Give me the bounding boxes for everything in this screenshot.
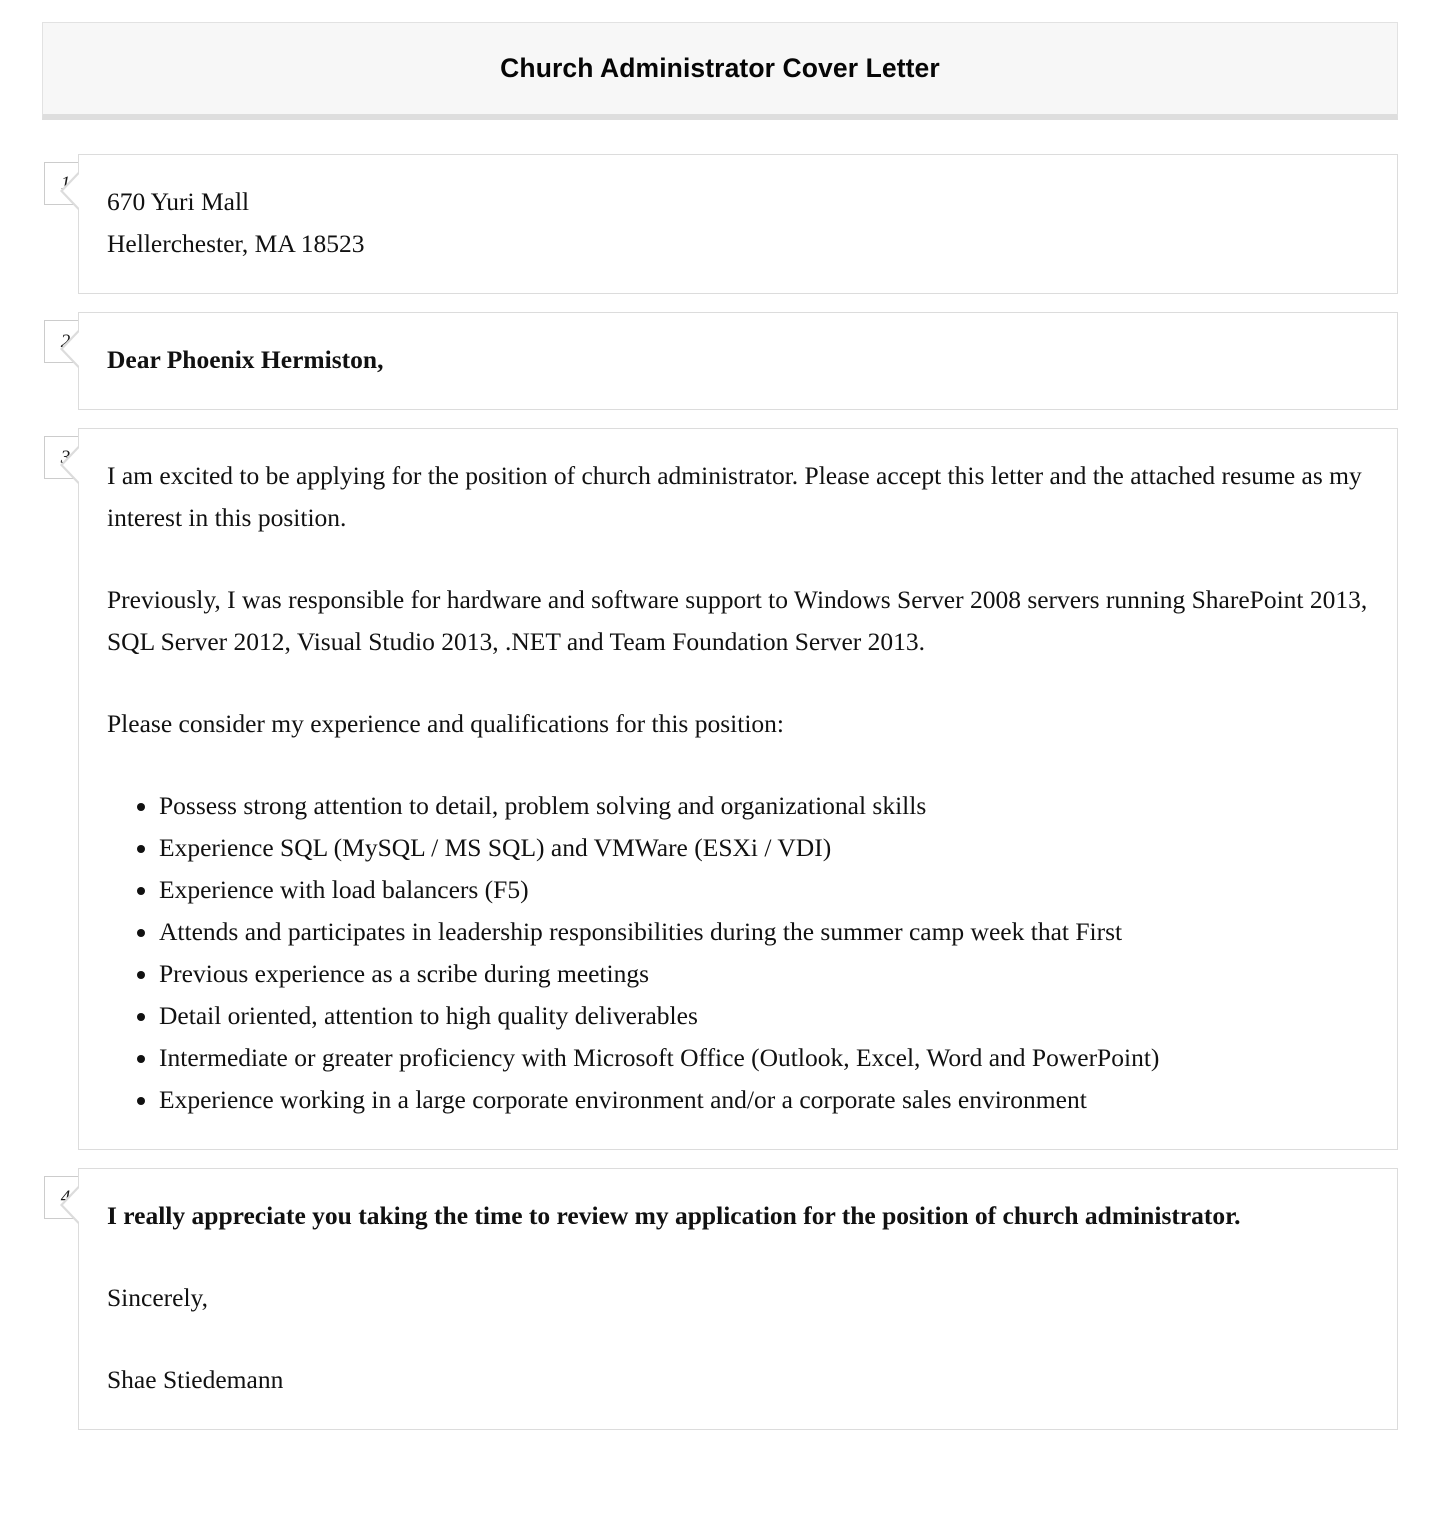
section-bubble-address[interactable] — [78, 154, 1398, 294]
letter-sections — [0, 154, 1440, 1430]
body-paragraph-1: I am excited to be applying for the position of church administrator. Please accept this letter and the attached resume as my interest in this position. — [107, 461, 1362, 532]
list-item: • Experience SQL (MySQL / MS SQL) and VMWare (ESXi / VDI) — [159, 827, 1369, 869]
letter-section-address — [0, 154, 1440, 294]
closing-thanks-text: I really appreciate you taking the time to review my application for the position of church administrator. — [107, 1201, 1241, 1230]
list-item: • Experience with load balancers (F5) — [159, 869, 1369, 911]
letter-section-closing — [0, 1168, 1440, 1430]
list-item: • Possess strong attention to detail, problem solving and organizational skills — [159, 785, 1369, 827]
closing-signature-name: Shae Stiedemann — [107, 1365, 284, 1394]
list-item: • Previous experience as a scribe during meetings — [159, 953, 1369, 995]
salutation-text: Dear Phoenix Hermiston, — [107, 345, 384, 374]
section-bubble-closing[interactable] — [78, 1168, 1398, 1430]
letter-section-salutation — [0, 312, 1440, 410]
salutation-block — [107, 339, 1369, 381]
list-item: • Detail oriented, attention to high quality deliverables — [159, 995, 1369, 1037]
qualifications-list — [107, 785, 1369, 1121]
section-bubble-salutation[interactable] — [78, 312, 1398, 410]
list-item: • Attends and participates in leadership responsibilities during the summer camp week that First — [159, 911, 1369, 953]
body-paragraph-2: Previously, I was responsible for hardware and software support to Windows Server 2008 servers running SharePoint 2013, SQL Server 2012, Visual Studio 2013, .NET and Team Foundation Server 2013. — [107, 585, 1368, 656]
address-line-2: Hellerchester, MA 18523 — [107, 229, 365, 258]
list-item: • Experience working in a large corporate environment and/or a corporate sales environment — [159, 1079, 1369, 1121]
letter-section-body — [0, 428, 1440, 1150]
closing-signoff-text: Sincerely, — [107, 1283, 209, 1312]
section-bubble-body[interactable] — [78, 428, 1398, 1150]
address-block — [107, 181, 1369, 265]
body-paragraph-3: Please consider my experience and qualifications for this position: — [107, 709, 784, 738]
closing-block — [107, 1195, 1369, 1401]
body-block — [107, 455, 1369, 1121]
list-item: • Intermediate or greater proficiency with Microsoft Office (Outlook, Excel, Word and PowerPoint) — [159, 1037, 1369, 1079]
document-header — [42, 22, 1398, 120]
address-line-1: 670 Yuri Mall — [107, 187, 250, 216]
document-page — [0, 22, 1440, 1430]
page-title: Church Administrator Cover Letter — [500, 53, 940, 83]
